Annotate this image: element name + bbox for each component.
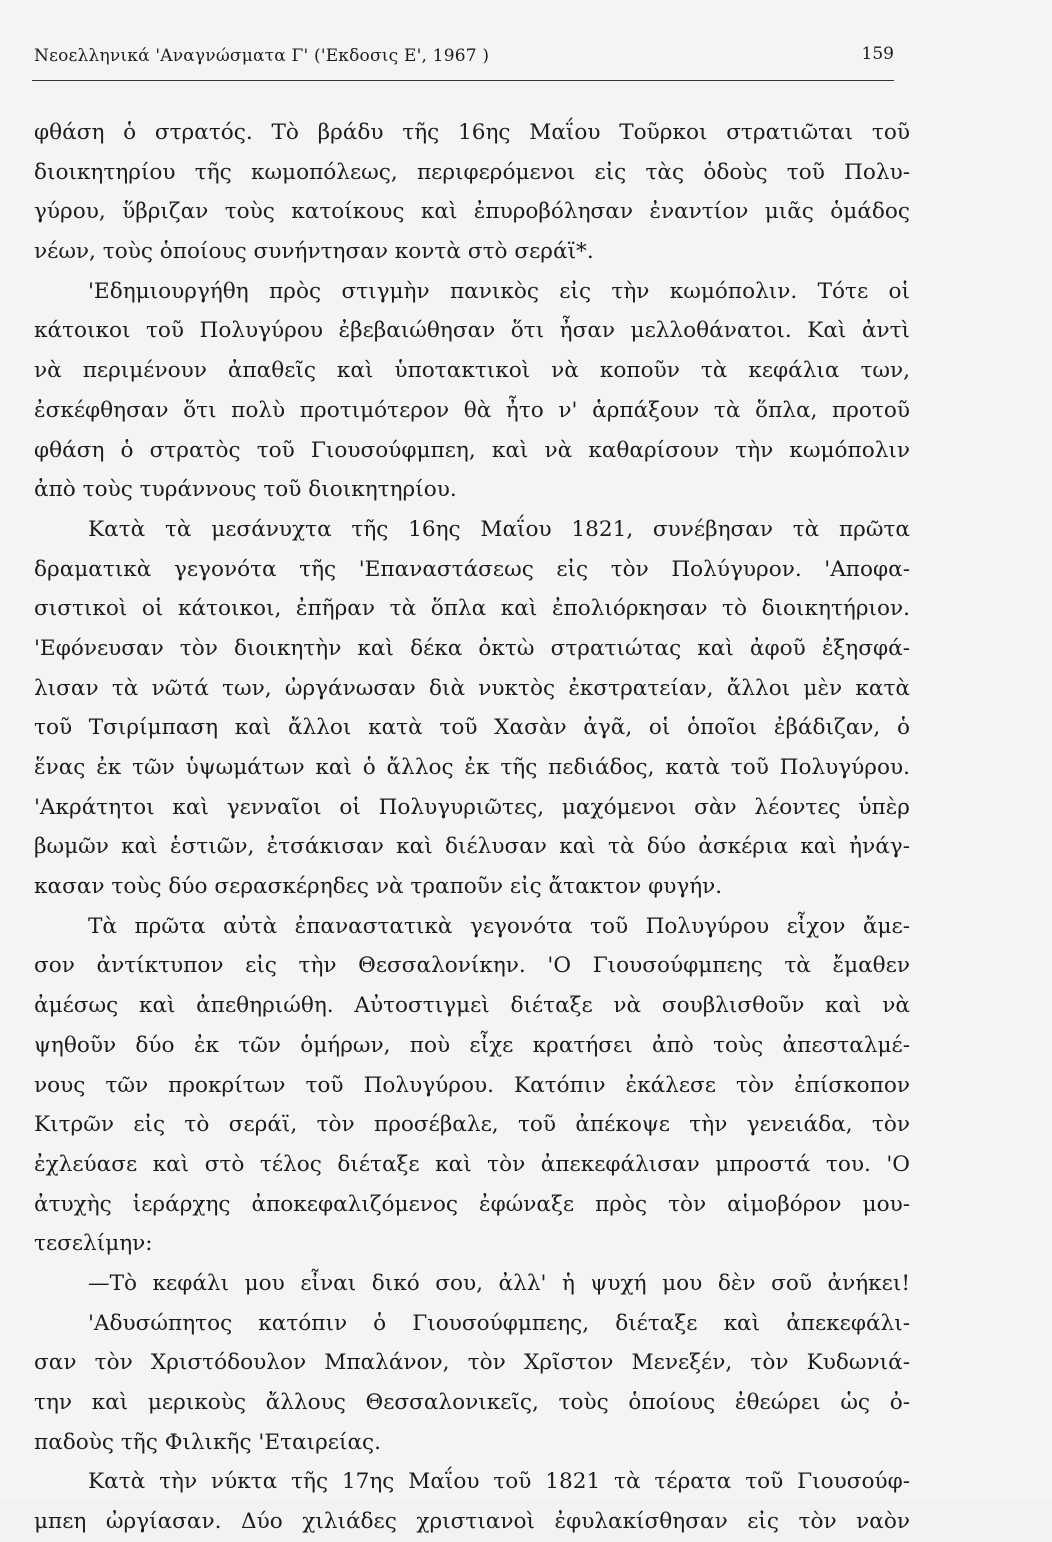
text-line: 'Εφόνευσαν τὸν διοικητὴν καὶ δέκα ὀκτὼ στρατιώτας καὶ ἀφοῦ ἐξησφά- — [34, 635, 910, 661]
text-line: σον ἀντίκτυπον εἰς τὴν Θεσσαλονίκην. 'Ο Γιουσούφμπεης τὰ ἔμαθεν — [34, 953, 910, 979]
text-line: 'Εδημιουργήθη πρὸς στιγμὴν πανικὸς εἰς τὴν κωμόπολιν. Τότε οἱ — [88, 278, 910, 304]
text-line: τοῦ Τσιρίμπαση καὶ ἄλλοι κατὰ τοῦ Χασὰν ἀγᾶ, οἱ ὁποῖοι ἐβάδιζαν, ὁ — [34, 715, 910, 741]
text-line: Κιτρῶν εἰς τὸ σεράϊ, τὸν προσέβαλε, τοῦ ἀπέκοψε τὴν γενειάδα, τὸν — [34, 1112, 910, 1138]
text-line: 'Ακράτητοι καὶ γενναῖοι οἱ Πολυγυριῶτες, μαχόμενοι σὰν λέοντες ὑπὲρ — [34, 794, 910, 820]
text-line: ἕνας ἐκ τῶν ὑψωμάτων καὶ ὁ ἄλλος ἐκ τῆς πεδιάδος, κατὰ τοῦ Πολυγύρου. — [34, 755, 910, 780]
text-line: ἐχλεύασε καὶ στὸ τέλος διέταξε καὶ τὸν ἀπεκεφάλισαν μπροστά του. 'Ο — [34, 1151, 910, 1177]
text-line: σιστικοὶ οἱ κάτοικοι, ἐπῆραν τὰ ὅπλα καὶ ἐπολιόρκησαν τὸ διοικητήριον. — [34, 596, 910, 622]
text-line: τεσελίμην: — [34, 1231, 153, 1257]
text-line: ψηθοῦν δύο ἐκ τῶν ὁμήρων, ποὺ εἶχε κρατήσει ἀπὸ τοὺς ἀπεσταλμέ- — [34, 1032, 910, 1058]
text-line: ἐσκέφθησαν ὅτι πολὺ προτιμότερον θὰ ἦτο ν' ἁρπάξουν τὰ ὅπλα, προτοῦ — [34, 397, 910, 423]
text-line: μπεη ὠργίασαν. Δύο χιλιάδες χριστιανοὶ ἐφυλακίσθησαν εἰς τὸν ναὸν — [34, 1509, 910, 1535]
body-text — [34, 113, 910, 1542]
text-line: —Τὸ κεφάλι μου εἶναι δικό σου, ἀλλ' ἡ ψυχή μου δὲν σοῦ ἀνήκει! — [88, 1270, 910, 1296]
running-header — [34, 44, 894, 74]
text-line: κάτοικοι τοῦ Πολυγύρου ἐβεβαιώθησαν ὅτι ἦσαν μελλοθάνατοι. Καὶ ἀντὶ — [34, 318, 910, 344]
text-line: 'Αδυσώπητος κατόπιν ὁ Γιουσούφμπεης, διέταξε καὶ ἀπεκεφάλι- — [88, 1310, 910, 1336]
page-number: 159 — [861, 44, 894, 64]
header-rule — [32, 80, 894, 81]
text-line: λισαν τὰ νῶτά των, ὠργάνωσαν διὰ νυκτὸς ἐκστρατείαν, ἄλλοι μὲν κατὰ — [34, 675, 910, 701]
text-line: Κατὰ τὰ μεσάνυχτα τῆς 16ης Μαΐου 1821, συνέβησαν τὰ πρῶτα — [88, 516, 910, 542]
text-line: φθάση ὁ στρατὸς τοῦ Γιουσούφμπεη, καὶ νὰ καθαρίσουν τὴν κωμόπολιν — [34, 437, 910, 463]
text-line: νέων, τοὺς ὁποίους συνήντησαν κοντὰ στὸ σεράϊ*. — [34, 239, 594, 265]
text-line: Κατὰ τὴν νύκτα τῆς 17ης Μαΐου τοῦ 1821 τὰ τέρατα τοῦ Γιουσούφ- — [88, 1469, 910, 1495]
text-line: ἀτυχὴς ἱεράρχης ἀποκεφαλιζόμενος ἐφώναξε πρὸς τὸν αἱμοβόρον μου- — [34, 1191, 910, 1217]
text-line: δραματικὰ γεγονότα τῆς 'Επαναστάσεως εἰς τὸν Πολύγυρον. 'Αποφα- — [34, 556, 910, 582]
text-line: βωμῶν καὶ ἑστιῶν, ἐτσάκισαν καὶ διέλυσαν καὶ τὰ δύο ἀσκέρια καὶ ἠνάγ- — [34, 834, 910, 860]
text-line: παδοὺς τῆς Φιλικῆς 'Εταιρείας. — [34, 1429, 381, 1455]
text-line: σαν τὸν Χριστόδουλον Μπαλάνον, τὸν Χρῖστον Μενεξέν, τὸν Κυδωνιά- — [34, 1350, 910, 1376]
text-line: Τὰ πρῶτα αὐτὰ ἐπαναστατικὰ γεγονότα τοῦ Πολυγύρου εἶχον ἄμε- — [88, 913, 910, 939]
text-line: γύρου, ὕβριζαν τοὺς κατοίκους καὶ ἐπυροβόλησαν ἐναντίον μιᾶς ὁμάδος — [34, 199, 910, 225]
text-line: φθάση ὁ στρατός. Τὸ βράδυ τῆς 16ης Μαΐου Τοῦρκοι στρατιῶται τοῦ — [34, 120, 910, 145]
header-title: Νεοελληνικά 'Αναγνώσματα Γ' ('Εκδοσις Ε', 1967 ) — [34, 46, 490, 66]
text-line: ἀμέσως καὶ ἀπεθηριώθη. Αὐτοστιγμεὶ διέταξε νὰ σουβλισθοῦν καὶ νὰ — [34, 993, 910, 1019]
text-line: ἀπὸ τοὺς τυράννους τοῦ διοικητηρίου. — [34, 477, 457, 503]
text-line: την καὶ μερικοὺς ἄλλους Θεσσαλονικεῖς, τοὺς ὁποίους ἐθεώρει ὡς ὀ- — [34, 1390, 910, 1415]
text-line: κασαν τοὺς δύο σερασκέρηδες νὰ τραποῦν εἰς ἄτακτον φυγήν. — [34, 874, 723, 900]
text-line: διοικητηρίου τῆς κωμοπόλεως, περιφερόμενοι εἰς τὰς ὁδοὺς τοῦ Πολυ- — [34, 159, 910, 185]
text-line: νους τῶν προκρίτων τοῦ Πολυγύρου. Κατόπιν ἐκάλεσε τὸν ἐπίσκοπον — [34, 1072, 910, 1098]
text-line: νὰ περιμένουν ἀπαθεῖς καὶ ὑποτακτικοὶ νὰ κοποῦν τὰ κεφάλια των, — [34, 358, 910, 384]
